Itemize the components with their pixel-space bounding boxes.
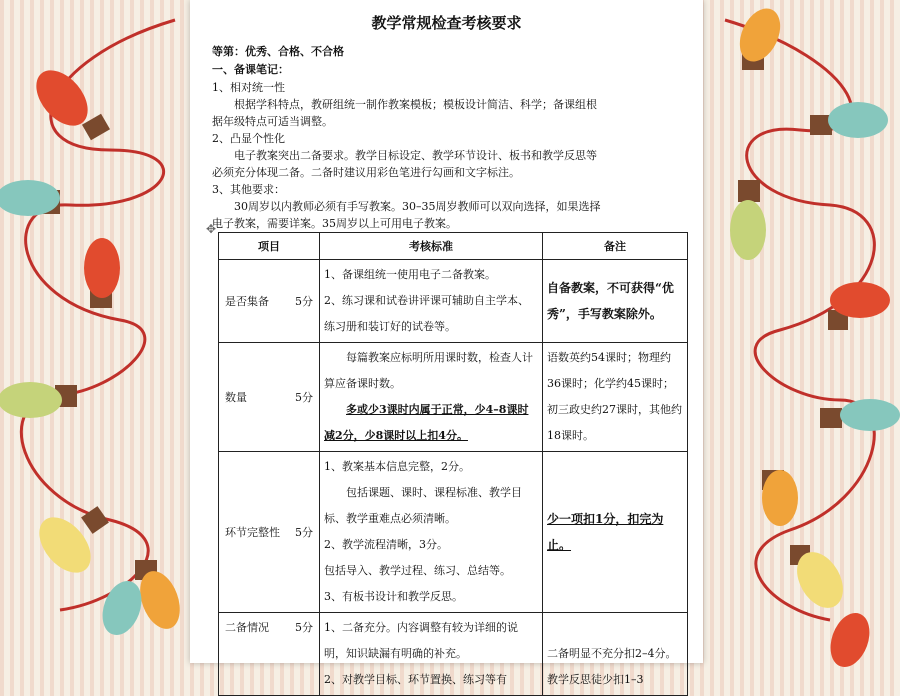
sub-heading-2: 2、凸显个性化 [212,132,285,145]
row-score: 5分 [295,526,313,539]
sub-text-1b: 据年级特点可适当调整。 [212,115,333,128]
row-item: 数量 [225,391,247,404]
sub-text-3b: 电子教案，需要详案。35周岁以上可用电子教案。 [212,217,457,230]
row-note: 自备教案，不可获得“优秀”，手写教案除外。 [543,260,688,343]
sub-text-1a: 根据学科特点，教研组统一制作教案模板；模板设计简洁、科学；备课组根 [234,98,597,111]
criteria-line: 2、教学流程清晰，3分。 [324,538,448,551]
document-page [190,0,703,686]
bulb-red-left-top [26,61,110,141]
bulb-yellow-left [29,506,109,582]
row-note: 语数英约54课时；物理约36课时；化学约45课时；初三政史约27课时，其他约18课时。 [543,343,688,452]
criteria-line: 2、练习课和试卷讲评课可辅助自主学本、练习册和装订好的试卷等。 [324,294,529,333]
bulb-green-right [730,180,766,260]
bulb-teal-left [0,180,60,216]
row-note: 二备明显不充分扣2–4分。教学反思徒少扣1–3 [543,613,688,696]
document-title: 教学常规检查考核要求 [371,14,522,32]
sub-heading-3: 3、其他要求： [212,183,285,196]
row-note: 少一项扣1分，扣完为止。 [543,452,688,613]
header-criteria: 考核标准 [320,233,543,260]
criteria-line: 1、备课组统一使用电子二备教案。 [324,268,496,281]
criteria-line: 1、教案基本信息完整，2分。 [324,460,470,473]
criteria-line: 3、有板书设计和教学反思。 [324,590,463,603]
table-row [219,260,688,343]
row-score: 5分 [295,295,313,308]
row-item: 二备情况 [225,621,269,634]
section-heading: 一、备课笔记： [212,63,289,76]
criteria-line: 包括导入、教学过程、练习、总结等。 [324,564,511,577]
bulb-red-right [828,282,890,330]
table-header-row [219,233,688,260]
table-row [219,452,688,613]
row-score: 5分 [295,391,313,404]
row-score: 5分 [295,621,313,634]
row-item: 环节完整性 [225,526,280,539]
bulb-teal-left-bottom [96,576,149,641]
bulb-yellow-right [788,544,853,616]
table-row [219,613,688,696]
bulb-green-left [0,382,77,418]
bulb-orange-right-bottom [762,470,798,526]
sub-text-3a: 30周岁以内教师必须有手写教案。30–35周岁教师可以双向选择，如果选择 [234,200,601,213]
criteria-line: 包括课题、课时、课程标准、教学目标、教学重难点必须清晰。 [324,486,522,525]
bulb-teal-right [810,102,888,138]
rules-table [218,232,688,696]
table-row [219,343,688,452]
header-notes: 备注 [543,233,688,260]
bulb-teal-right-mid [820,399,900,431]
criteria-line: 多或少3课时内属于正常，少4–8课时减2分，少8课时以上扣4分。 [324,403,529,442]
criteria-line: 1、二备充分。内容调整有较为详细的说明，知识缺漏有明确的补充。 [324,621,518,660]
table-move-handle-icon[interactable]: ✥ [206,222,217,236]
sub-text-2b: 必须充分体现二备。二备时建议用彩色笔进行勾画和文字标注。 [212,166,520,179]
bulb-red-right-bottom [824,608,877,673]
grades-line: 等第：优秀、合格、不合格 [212,45,344,58]
bulb-orange-right-top [732,2,788,70]
header-item: 项目 [219,233,320,260]
criteria-line: 2、对教学目标、环节置换、练习等有 [324,673,507,686]
criteria-line: 每篇教案应标明所用课时数，检查人计算应备课时数。 [324,351,533,390]
bulb-red-left-mid [84,238,120,308]
row-item: 是否集备 [225,295,269,308]
sub-text-2a: 电子教案突出二备要求。教学目标设定、教学环节设计、板书和教学反思等 [234,149,597,162]
sub-heading-1: 1、相对统一性 [212,81,285,94]
